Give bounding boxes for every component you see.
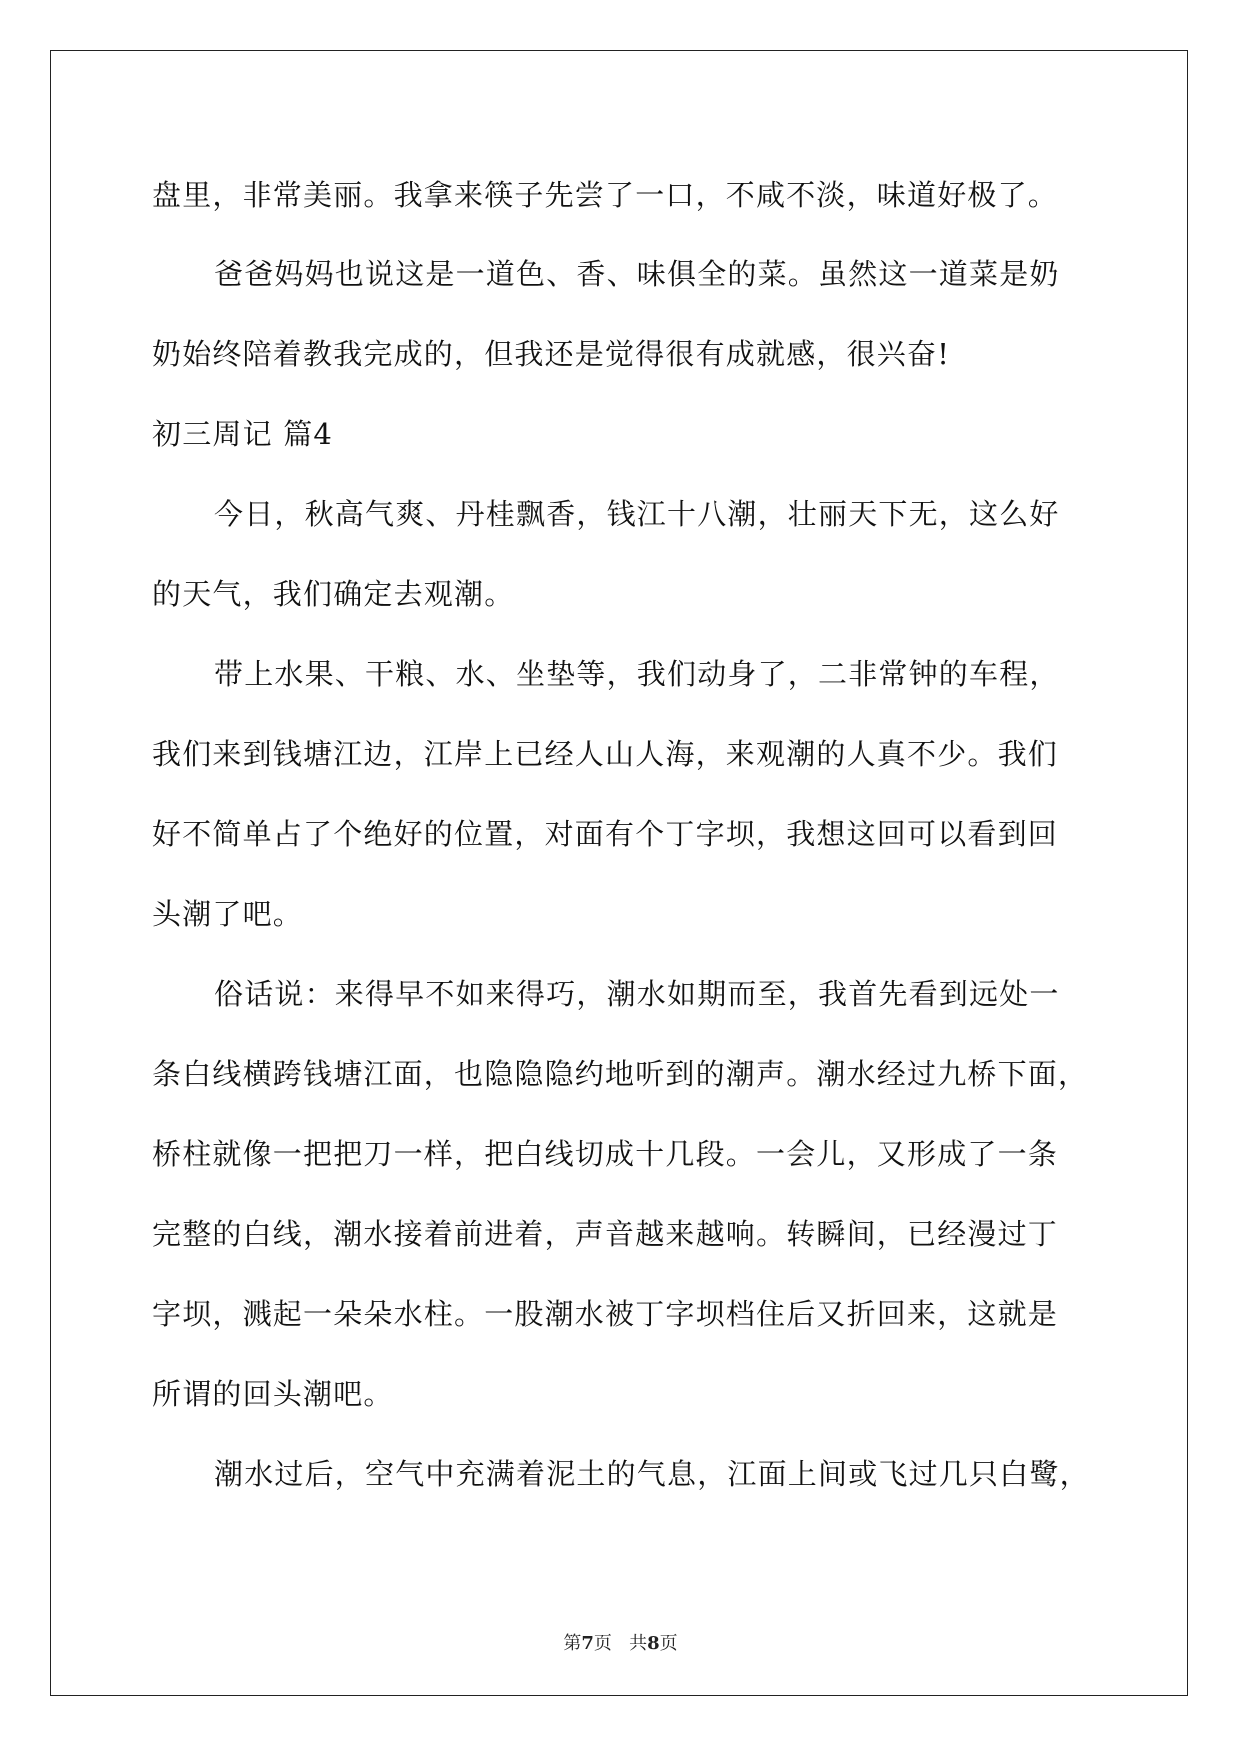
text-line-8: 我们来到钱塘江边，江岸上已经人山人海，来观潮的人真不少。我们 [152, 737, 1059, 771]
text-line-7: 带上水果、干粮、水、坐垫等，我们动身了，二非常钟的车程， [214, 657, 1060, 691]
text-line-1: 盘里，非常美丽。我拿来筷子先尝了一口，不咸不淡，味道好极了。 [152, 178, 1059, 212]
text-line-12: 条白线横跨钱塘江面，也隐隐隐约地听到的潮声。潮水经过九桥下面， [152, 1057, 1089, 1091]
text-line-11: 俗话说：来得早不如来得巧，潮水如期而至，我首先看到远处一 [214, 977, 1060, 1011]
total-suffix: 页 [659, 1633, 678, 1654]
text-line-6: 的天气，我们确定去观潮。 [152, 577, 515, 611]
text-line-14: 完整的白线，潮水接着前进着，声音越来越响。转瞬间，已经漫过丁 [152, 1217, 1059, 1251]
text-line-17: 潮水过后，空气中充满着泥土的气息，江面上间或飞过几只白鹭， [214, 1457, 1090, 1491]
text-line-16: 所谓的回头潮吧。 [152, 1377, 394, 1411]
text-line-2: 爸爸妈妈也说这是一道色、香、味俱全的菜。虽然这一道菜是奶 [214, 257, 1060, 291]
page-number: 7 [581, 1633, 594, 1654]
text-line-13: 桥柱就像一把把刀一样，把白线切成十几段。一会儿，又形成了一条 [152, 1137, 1059, 1171]
text-line-9: 好不简单占了个绝好的位置，对面有个丁字坝，我想这回可以看到回 [152, 817, 1059, 851]
page-footer [0, 1632, 1241, 1656]
page-total: 8 [647, 1633, 660, 1654]
page-border [50, 50, 1188, 1696]
section-heading: 初三周记 篇4 [152, 417, 334, 451]
text-line-10: 头潮了吧。 [152, 897, 304, 931]
page-suffix: 页 [593, 1633, 612, 1654]
total-prefix: 共 [629, 1633, 648, 1654]
text-line-5: 今日，秋高气爽、丹桂飘香，钱江十八潮，壮丽天下无，这么好 [214, 497, 1060, 531]
text-line-15: 字坝，溅起一朵朵水柱。一股潮水被丁字坝档住后又折回来，这就是 [152, 1297, 1059, 1331]
page-prefix: 第 [563, 1633, 582, 1654]
text-line-3: 奶始终陪着教我完成的，但我还是觉得很有成就感，很兴奋! [152, 337, 951, 371]
